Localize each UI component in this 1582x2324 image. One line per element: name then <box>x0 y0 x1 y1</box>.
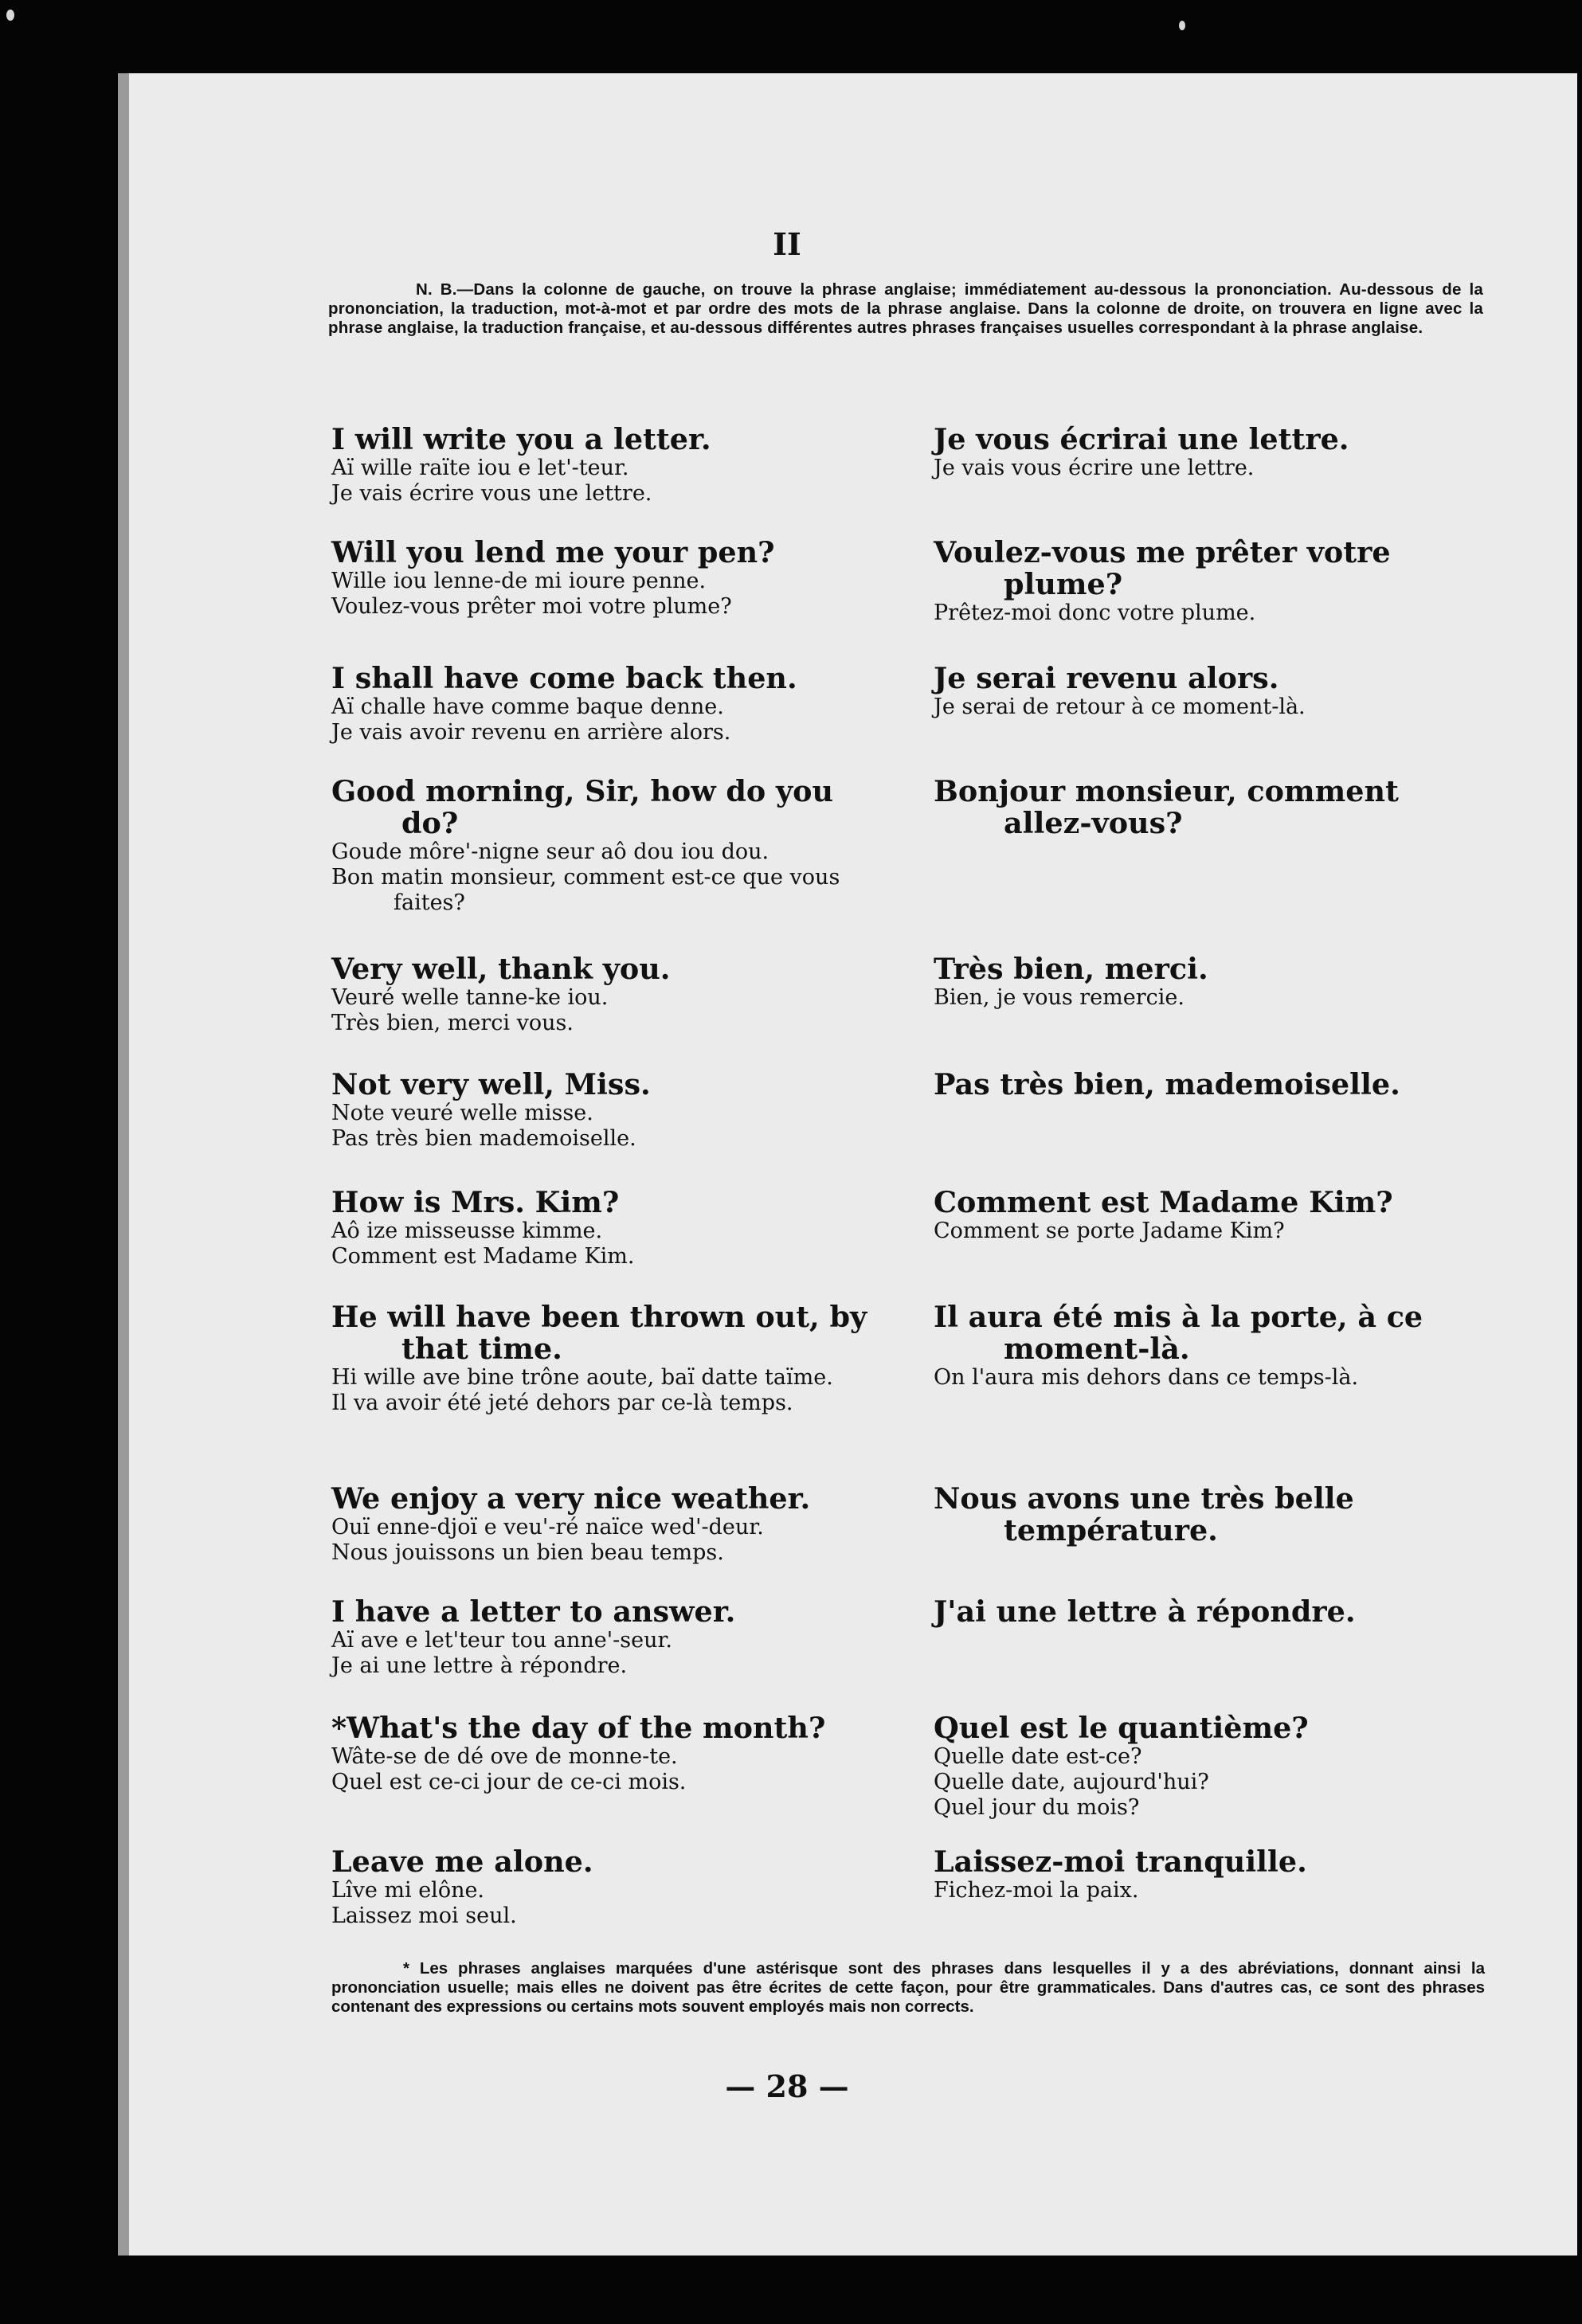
entry-french <box>934 1069 1483 1101</box>
nb-note: N. B.—Dans la colonne de gauche, on trouve la phrase anglaise; immédiatement au-dessous la prononciation. Au-dessous de la prononciation, la traduction, mot-à-mot et par ordre des mots de la phrase anglaise. Dans la colonne de droite, on trouvera en ligne avec la phrase anglaise, la traduction française, et au-dessous différentes autres phrases françaises usuelles correspondant à la phrase anglaise. <box>328 280 1483 337</box>
entry-english <box>331 1483 873 1566</box>
entry-french <box>934 424 1483 481</box>
french-alternative: Je serai de retour à ce moment-là. <box>934 694 1306 719</box>
french-alternative: Bien, je vous remercie. <box>934 985 1185 1010</box>
english-phrase: How is Mrs. Kim? <box>331 1185 620 1219</box>
french-translation: Bonjour monsieur, comment allez-vous? <box>934 774 1399 840</box>
pronunciation: Wille iou lenne-de mi ioure penne. <box>331 569 707 593</box>
literal-translation: Je vais écrire vous une lettre. <box>331 481 652 506</box>
english-phrase: Will you lend me your pen? <box>331 535 775 569</box>
pronunciation: Wâte-se de dé ove de monne-te. <box>331 1744 678 1769</box>
french-translation: Je vous écrirai une lettre. <box>934 422 1349 456</box>
french-translation: Très bien, merci. <box>934 952 1208 986</box>
literal-translation: Très bien, merci vous. <box>331 1011 574 1035</box>
entry-english <box>331 663 873 745</box>
english-phrase: Not very well, Miss. <box>331 1067 651 1101</box>
entry-english <box>331 1596 873 1679</box>
literal-translation: Bon matin monsieur, comment est-ce que vous faites? <box>331 865 840 915</box>
literal-translation: Comment est Madame Kim. <box>331 1244 635 1269</box>
french-translation: Quel est le quantième? <box>934 1711 1309 1745</box>
entry-french <box>934 537 1483 626</box>
french-alternative: Quelle date est-ce? <box>934 1744 1142 1769</box>
pronunciation: Aï challe have comme baque denne. <box>331 694 724 719</box>
pronunciation: Lîve mi elône. <box>331 1878 485 1903</box>
french-alternative: Quelle date, aujourd'hui? <box>934 1770 1209 1794</box>
entry-french <box>934 1301 1483 1391</box>
entry-french <box>934 1187 1483 1244</box>
entry-french <box>934 776 1483 839</box>
french-translation: Nous avons une très belle température. <box>934 1481 1354 1547</box>
entry-french <box>934 1846 1483 1903</box>
french-alternative: Quel jour du mois? <box>934 1795 1140 1820</box>
pronunciation: Hi wille ave bine trône aoute, baï datte taïme. <box>331 1365 833 1390</box>
entry-english <box>331 1712 873 1795</box>
french-translation: Comment est Madame Kim? <box>934 1185 1393 1219</box>
pronunciation: Ouï enne-djoï e veu'-ré naïce wed'-deur. <box>331 1515 764 1540</box>
literal-translation: Quel est ce-ci jour de ce-ci mois. <box>331 1770 687 1794</box>
french-translation: Pas très bien, mademoiselle. <box>934 1067 1400 1101</box>
english-phrase: *What's the day of the month? <box>331 1711 826 1745</box>
pronunciation: Veuré welle tanne-ke iou. <box>331 985 609 1010</box>
french-translation: Il aura été mis à la porte, à ce moment-là. <box>934 1300 1423 1366</box>
literal-translation: Nous jouissons un bien beau temps. <box>331 1540 724 1565</box>
literal-translation: Je ai une lettre à répondre. <box>331 1653 628 1678</box>
english-phrase: Very well, thank you. <box>331 952 671 986</box>
entry-english <box>331 1069 873 1152</box>
french-translation: J'ai une lettre à répondre. <box>934 1594 1356 1629</box>
pronunciation: Aô ize misseusse kimme. <box>331 1219 603 1243</box>
english-phrase: I have a letter to answer. <box>331 1594 736 1629</box>
entry-english <box>331 776 873 916</box>
entry-english <box>331 537 873 620</box>
english-phrase: He will have been thrown out, by that time. <box>331 1300 867 1366</box>
french-alternative: Je vais vous écrire une lettre. <box>934 456 1255 480</box>
english-phrase: We enjoy a very nice weather. <box>331 1481 811 1516</box>
entry-english <box>331 953 873 1036</box>
page-folio: — 28 — <box>725 2068 849 2104</box>
english-phrase: Good morning, Sir, how do you do? <box>331 774 834 840</box>
french-alternative: Prêtez-moi donc votre plume. <box>934 601 1256 625</box>
pronunciation: Goude môre'-nigne seur aô dou iou dou. <box>331 839 769 864</box>
entry-english <box>331 1301 873 1416</box>
pronunciation: Note veuré welle misse. <box>331 1101 593 1125</box>
french-alternative: Comment se porte Jadame Kim? <box>934 1219 1285 1243</box>
french-translation: Voulez-vous me prêter votre plume? <box>934 535 1391 601</box>
entry-french <box>934 1483 1483 1547</box>
english-phrase: Leave me alone. <box>331 1845 593 1879</box>
entry-french <box>934 1596 1483 1628</box>
entry-english <box>331 1846 873 1929</box>
french-translation: Je serai revenu alors. <box>934 661 1279 695</box>
entry-french <box>934 953 1483 1011</box>
chapter-number: II <box>773 226 801 262</box>
entry-french <box>934 1712 1483 1821</box>
entry-english <box>331 1187 873 1270</box>
book-page <box>118 73 1577 2256</box>
literal-translation: Je vais avoir revenu en arrière alors. <box>331 720 731 745</box>
literal-translation: Voulez-vous prêter moi votre plume? <box>331 594 732 619</box>
french-alternative: On l'aura mis dehors dans ce temps-là. <box>934 1365 1359 1390</box>
footnote: * Les phrases anglaises marquées d'une astérisque sont des phrases dans lesquelles il y a des abréviations, donnant ainsi la prononciation usuelle; mais elles ne doivent pas être écrites de cette façon, pour être grammaticales. Dans d'autres cas, ce sont des phrases contenant des expressions ou certains mots souvent employés mais non corrects. <box>331 1959 1485 2016</box>
literal-translation: Laissez moi seul. <box>331 1903 517 1928</box>
scan-speck <box>1179 21 1185 30</box>
literal-translation: Il va avoir été jeté dehors par ce-là temps. <box>331 1391 793 1415</box>
entry-english <box>331 424 873 507</box>
pronunciation: Aï wille raïte iou e let'-teur. <box>331 456 629 480</box>
english-phrase: I shall have come back then. <box>331 661 797 695</box>
english-phrase: I will write you a letter. <box>331 422 711 456</box>
pronunciation: Aï ave e let'teur tou anne'-seur. <box>331 1628 673 1653</box>
literal-translation: Pas très bien mademoiselle. <box>331 1126 636 1151</box>
scan-speck <box>6 10 14 21</box>
entry-french <box>934 663 1483 720</box>
french-translation: Laissez-moi tranquille. <box>934 1845 1307 1879</box>
french-alternative: Fichez-moi la paix. <box>934 1878 1139 1903</box>
